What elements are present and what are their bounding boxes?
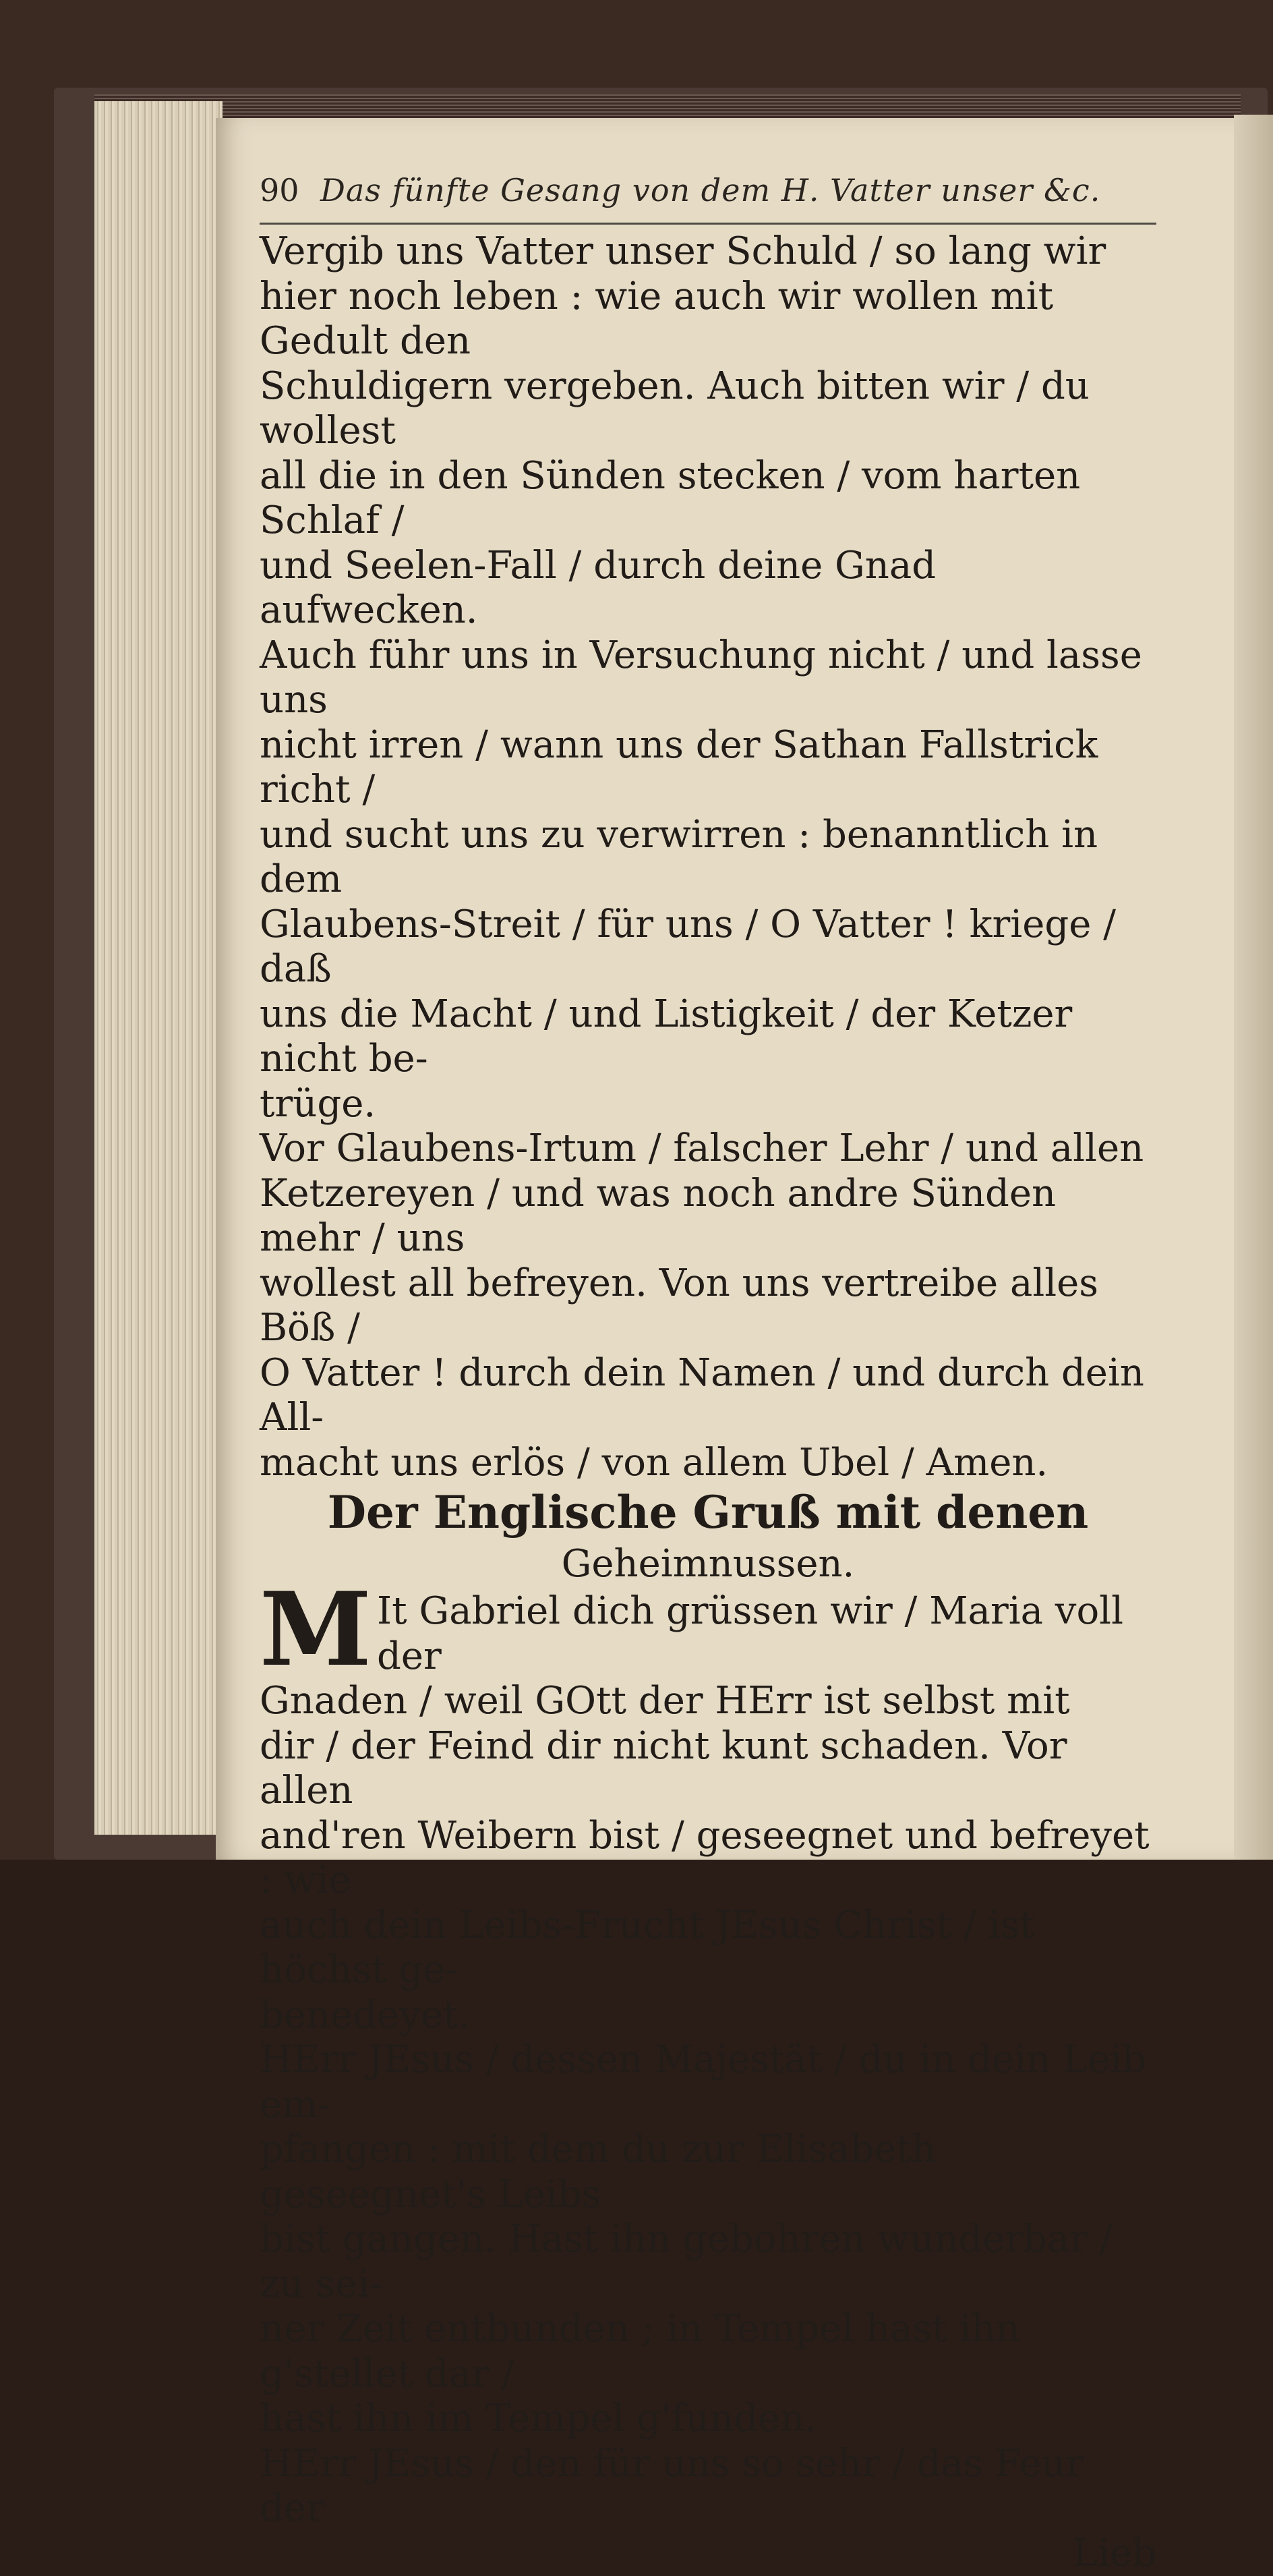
first-paragraph <box>260 1589 1156 2038</box>
page-number: 90 <box>260 172 320 208</box>
text-line: It Gabriel dich grüssen wir / Maria voll der <box>260 1589 1156 1679</box>
header-rule <box>260 223 1156 225</box>
paragraph <box>260 2038 1156 2442</box>
text-line: Vor Glaubens-Irtum / falscher Lehr / und allen <box>260 1126 1156 1172</box>
section-title: Der Englische Gruß mit denen <box>260 1485 1156 1539</box>
page-top-edge <box>94 94 1241 121</box>
text-line: Ketzereyen / und was noch andre Sünden mehr / uns <box>260 1172 1156 1261</box>
text-line: und Seelen-Fall / durch deine Gnad aufwecken. <box>260 544 1156 633</box>
section-subtitle: Geheimnussen. <box>260 1539 1156 1589</box>
paragraph <box>260 2442 1156 2531</box>
text-line: Auch führ uns in Versuchung nicht / und lasse uns <box>260 633 1156 723</box>
text-line: pfangen : mit dem du zur Elisabeth geseegnet's Leibs <box>260 2127 1156 2217</box>
text-line: auch dein Leibs-Frucht JEsus Christ / ist höchst ge- <box>260 1904 1156 1993</box>
paragraph <box>260 229 1156 633</box>
text-line: nicht irren / wann uns der Sathan Fallstrick richt / <box>260 723 1156 813</box>
text-line: und sucht uns zu verwirren : benanntlich in dem <box>260 813 1156 903</box>
facing-page-edge <box>1234 115 1273 1860</box>
text-line: all die in den Sünden stecken / vom harten Schlaf / <box>260 454 1156 544</box>
text-line: O Vatter ! durch dein Namen / und durch dein All- <box>260 1351 1156 1441</box>
text-line: hast ihn im Tempel g'funden. <box>260 2397 1156 2442</box>
running-title: Das fünfte Gesang von dem H. Vatter unser &c. <box>320 172 1100 208</box>
text-line: trüge. <box>260 1082 1156 1127</box>
text-line: Gnaden / weil GOtt der HErr ist selbst mit <box>260 1679 1156 1724</box>
text-line: HErr JEsus / dessen Majestät / du in dein Leib em- <box>260 2038 1156 2127</box>
text-line: Glaubens-Streit / für uns / O Vatter ! kriege / daß <box>260 903 1156 992</box>
page-body <box>260 229 1156 2576</box>
text-line: Schuldigern vergeben. Auch bitten wir / du wollest <box>260 364 1156 454</box>
text-line: macht uns erlös / von allem Ubel / Amen. <box>260 1441 1156 1486</box>
text-line: hier noch leben : wie auch wir wollen mit Gedult den <box>260 275 1156 364</box>
paragraph <box>260 633 1156 1127</box>
page-header <box>260 172 1163 208</box>
text-line: dir / der Feind dir nicht kunt schaden. Vor allen <box>260 1724 1156 1814</box>
page-stack-edges <box>94 101 223 1835</box>
text-line: ner Zeit entbunden ; in Tempel hast ihn g'stellet dar / <box>260 2307 1156 2397</box>
text-line: uns die Macht / und Listigkeit / der Ketzer nicht be- <box>260 992 1156 1082</box>
first-paragraph-lines <box>260 1589 1156 2038</box>
text-line: wollest all befreyen. Von uns vertreibe alles Böß / <box>260 1261 1156 1351</box>
text-line: benedeyet. <box>260 1993 1156 2038</box>
paragraphs-before <box>260 229 1156 1485</box>
catchword: Lieb <box>260 2531 1156 2576</box>
text-line: and'ren Weibern bist / geseegnet und befreyet : wie <box>260 1814 1156 1904</box>
text-line: HErr JEsus / den für uns so sehr / das Feur der <box>260 2442 1156 2531</box>
paragraphs-after <box>260 2038 1156 2531</box>
text-line: bist gangen. Hast ihn gebohren wunderbar / zu sei- <box>260 2217 1156 2307</box>
paragraph <box>260 1126 1156 1485</box>
drop-cap: M <box>260 1589 372 1676</box>
text-line: Vergib uns Vatter unser Schuld / so lang wir <box>260 229 1156 275</box>
